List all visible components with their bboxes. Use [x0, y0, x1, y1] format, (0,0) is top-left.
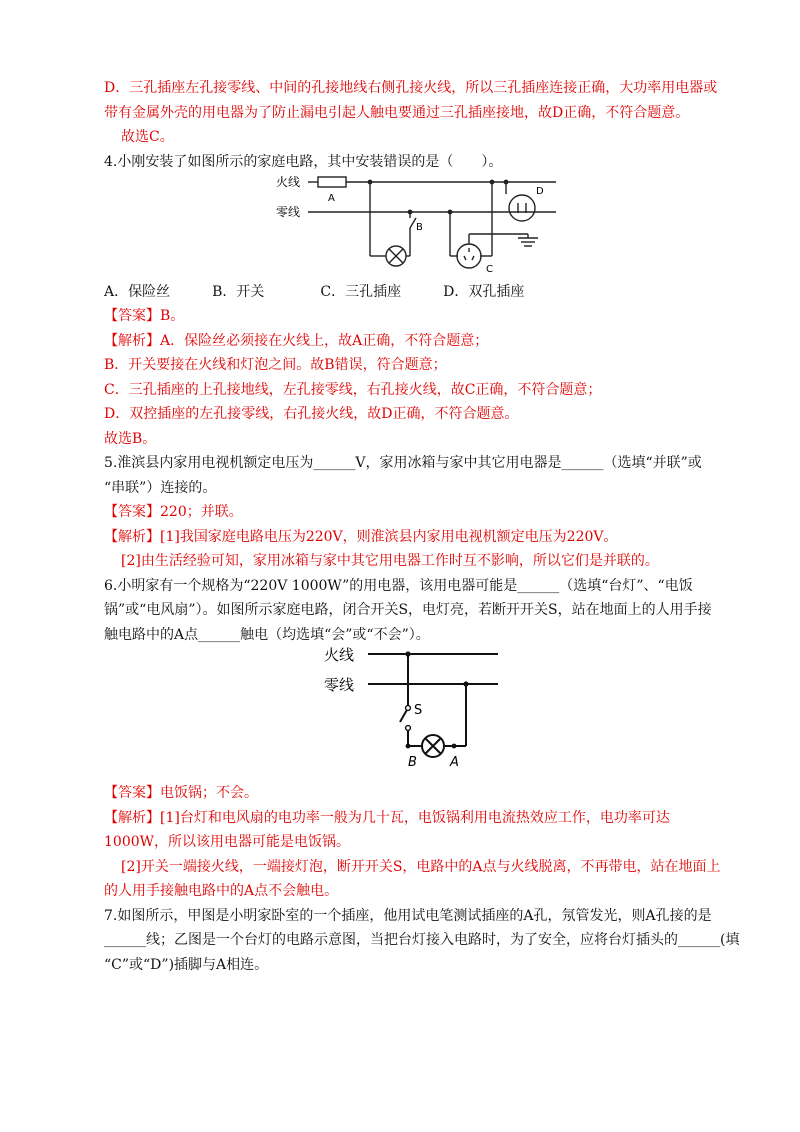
question-5-line1: 5.淮滨县内家用电视机额定电压为______V，家用冰箱与家中其它用电器是______（选填“并联”或 — [104, 455, 702, 471]
question-4-options: A．保险丝 B．开关 C．三孔插座 D．双孔插座 — [104, 284, 525, 300]
question-6-analysis-3: [2]开关一端接火线，一端接灯泡，断开开关S，电路中的A点与火线脱离，不再带电，站在地面上 — [121, 859, 721, 875]
question-4-analysis-5: 故选B。 — [104, 431, 157, 447]
question-7-line1: 7.如图所示，甲图是小明家卧室的一个插座，他用试电笔测试插座的A孔，氖管发光，则A孔接的是 — [104, 908, 712, 924]
fig2-label-s: S — [414, 703, 423, 718]
question-6-line1: 6.小明家有一个规格为“220V 1000W”的用电器，该用电器可能是______（选填“台灯”、“电饭 — [104, 578, 693, 594]
prev-conclusion: 故选C。 — [121, 129, 174, 145]
question-6-analysis-2: 1000W，所以该用电器可能是电饭锅。 — [104, 834, 351, 850]
question-4-analysis-1: 【解析】A．保险丝必须接在火线上，故A正确，不符合题意； — [104, 333, 489, 349]
question-7-line3: “C”或“D”)插脚与A相连。 — [104, 957, 269, 973]
two-hole-socket-symbol — [509, 195, 535, 221]
fig2-neutral-label: 零线 — [324, 676, 355, 694]
fig2-label-b: B — [408, 755, 417, 770]
question-6-line3: 触电路中的A点______触电（均选填“会”或“不会”）。 — [104, 627, 430, 643]
fig1-label-a: A — [328, 193, 335, 204]
switch-lamp-circuit-diagram — [320, 642, 510, 770]
fig1-label-d: D — [536, 186, 544, 197]
prev-option-d-line2: 带有金属外壳的用电器为了防止漏电引起人触电要通过三孔插座接地，故D正确，不符合题意。 — [104, 105, 690, 121]
question-5-answer: 【答案】220；并联。 — [104, 504, 243, 520]
question-5-line2: “串联”）连接的。 — [104, 480, 217, 496]
three-hole-socket-symbol — [457, 244, 481, 268]
question-6-analysis-1: 【解析】[1]台灯和电风扇的电功率一般为几十瓦，电饭锅利用电流热效应工作，电功率可达 — [104, 810, 670, 826]
question-4-analysis-2: B．开关要接在火线和灯泡之间。故B错误，符合题意； — [104, 357, 447, 373]
question-4-answer: 【答案】B。 — [104, 308, 185, 324]
question-4-analysis-3: C．三孔插座的上孔接地线，左孔接零线，右孔接火线，故C正确，不符合题意； — [104, 382, 602, 398]
fig2-label-a: A — [450, 755, 459, 770]
question-4-analysis-4: D．双控插座的左孔接零线，右孔接火线，故D正确，不符合题意。 — [104, 406, 519, 422]
fig1-neutral-label: 零线 — [276, 205, 301, 219]
fig1-label-c: C — [486, 264, 493, 275]
question-5-analysis-1: 【解析】[1]我国家庭电路电压为220V，则淮滨县内家用电视机额定电压为220V。 — [104, 529, 618, 545]
fig2-live-label: 火线 — [324, 646, 355, 664]
question-6-answer: 【答案】电饭锅；不会。 — [104, 785, 258, 801]
household-circuit-diagram — [270, 168, 570, 280]
prev-option-d-line1: D．三孔插座左孔接零线、中间的孔接地线右侧孔接火线，所以三孔插座连接正确，大功率用电器或 — [104, 80, 718, 96]
question-5-analysis-2: [2]由生活经验可知，家用冰箱与家中其它用电器工作时互不影响，所以它们是并联的。 — [121, 553, 659, 569]
question-4: 4.小刚安装了如图所示的家庭电路，其中安装错误的是（ ）。 — [104, 154, 503, 170]
question-6-line2: 锅”或“电风扇”）。如图所示家庭电路，闭合开关S，电灯亮，若断开开关S，站在地面上的人用手接 — [104, 602, 712, 618]
fig1-label-b: B — [416, 222, 423, 233]
fig1-live-label: 火线 — [276, 175, 301, 189]
question-6-analysis-4: 的人用手接触电路中的A点不会触电。 — [104, 883, 339, 899]
fuse-symbol — [318, 177, 346, 187]
question-7-line2: ______线；乙图是一个台灯的电路示意图，当把台灯接入电路时，为了安全，应将台灯插头的______(填 — [104, 932, 740, 948]
